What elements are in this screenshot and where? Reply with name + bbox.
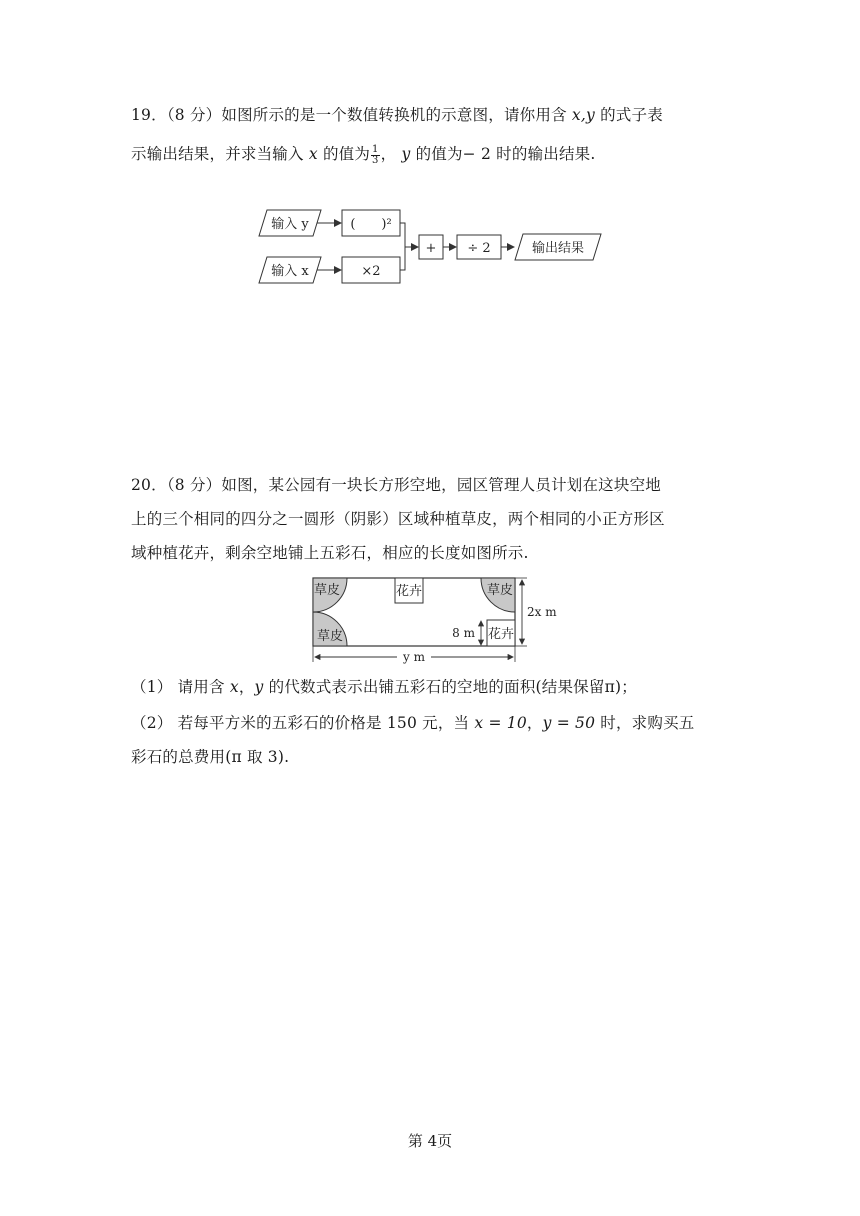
q19-vars: x,y: [571, 106, 595, 124]
page-number-footer: 第 4页: [407, 1132, 453, 1150]
square-box-label: ( )²: [350, 217, 392, 232]
plus-box-label: +: [425, 241, 437, 256]
q20-part2-text-b: ，: [526, 714, 543, 732]
q20-part2-cond-x: x = 10: [474, 714, 527, 732]
q20-part2-cond-y: y = 50: [542, 714, 596, 732]
q19-var-x: x: [308, 145, 318, 163]
q20-part2-text-a: 若每平方米的五彩石的价格是 150 元，当: [177, 714, 470, 732]
q20-line1: [131, 474, 661, 496]
q20-number: 20．: [131, 476, 167, 494]
q19-text-2d: 的值为− 2 时的输出结果.: [415, 145, 596, 163]
width-label: y m: [403, 650, 425, 664]
q19-var-y: y: [401, 145, 411, 163]
grass-top-left-label: 草皮: [313, 583, 341, 598]
q20-text-3: 域种植花卉，剩余空地铺上五彩石，相应的长度如图所示.: [131, 544, 529, 562]
q20-part1-x: x: [229, 678, 239, 696]
flower-right-label: 花卉: [487, 627, 515, 642]
q19-flowchart: [255, 200, 605, 290]
q20-part1-y: y: [254, 678, 264, 696]
q20-part2: [131, 712, 694, 734]
output-label: 输出结果: [531, 241, 585, 256]
flower-top-label: 花卉: [395, 584, 423, 599]
q19-number: 19．: [131, 106, 167, 124]
q20-line3: [131, 542, 529, 564]
q20-garden-figure: [305, 574, 560, 666]
q20-part1-text-b: ，: [238, 678, 255, 696]
fraction-denominator: 3: [372, 154, 379, 166]
q19-text-2a: 示输出结果，并求当输入: [131, 145, 304, 163]
grass-top-right-label: 草皮: [486, 583, 514, 598]
q20-score: （8 分）: [166, 476, 222, 494]
q20-line2: [131, 508, 665, 530]
q20-text-1: 如图，某公园有一块长方形空地，园区管理人员计划在这块空地: [221, 476, 661, 494]
q20-part1-number: （1）: [131, 678, 173, 696]
input-y-label: 输入 y: [271, 217, 309, 232]
q19-text-2b: 的值为: [322, 145, 371, 163]
q20-part2-line2: 彩石的总费用(π 取 3).: [131, 748, 290, 766]
divide-box-label: ÷ 2: [467, 241, 491, 256]
q19-text-1a: 如图所示的是一个数值转换机的示意图，请你用含: [221, 106, 567, 124]
q20-part1-text-a: 请用含: [177, 678, 225, 696]
q19-score: （8 分）: [166, 106, 222, 124]
input-x-label: 输入 x: [271, 264, 309, 279]
q20-text-2: 上的三个相同的四分之一圆形（阴影）区域种植草皮，两个相同的小正方形区: [131, 510, 665, 528]
q20-part2-text-c: 时，求购买五: [600, 714, 695, 732]
fraction-numerator: 1: [372, 143, 379, 155]
q19-line1: [131, 104, 663, 126]
grass-bottom-left-label: 草皮: [316, 629, 344, 644]
q19-line2: [131, 143, 596, 166]
q20-part2-continued: [131, 746, 289, 768]
flower-side-label: 8 m: [452, 626, 475, 640]
q20-part2-number: （2）: [131, 714, 173, 732]
q19-text-1b: 的式子表: [600, 106, 663, 124]
q19-text-2c: ，: [380, 145, 397, 163]
height-label: 2x m: [527, 605, 557, 619]
merge-bracket: [400, 223, 405, 270]
q19-fraction: [371, 145, 380, 166]
double-box-label: ×2: [361, 264, 381, 279]
q20-part1: [131, 676, 637, 698]
q20-part1-text-c: 的代数式表示出铺五彩石的空地的面积(结果保留π)；: [268, 678, 637, 696]
